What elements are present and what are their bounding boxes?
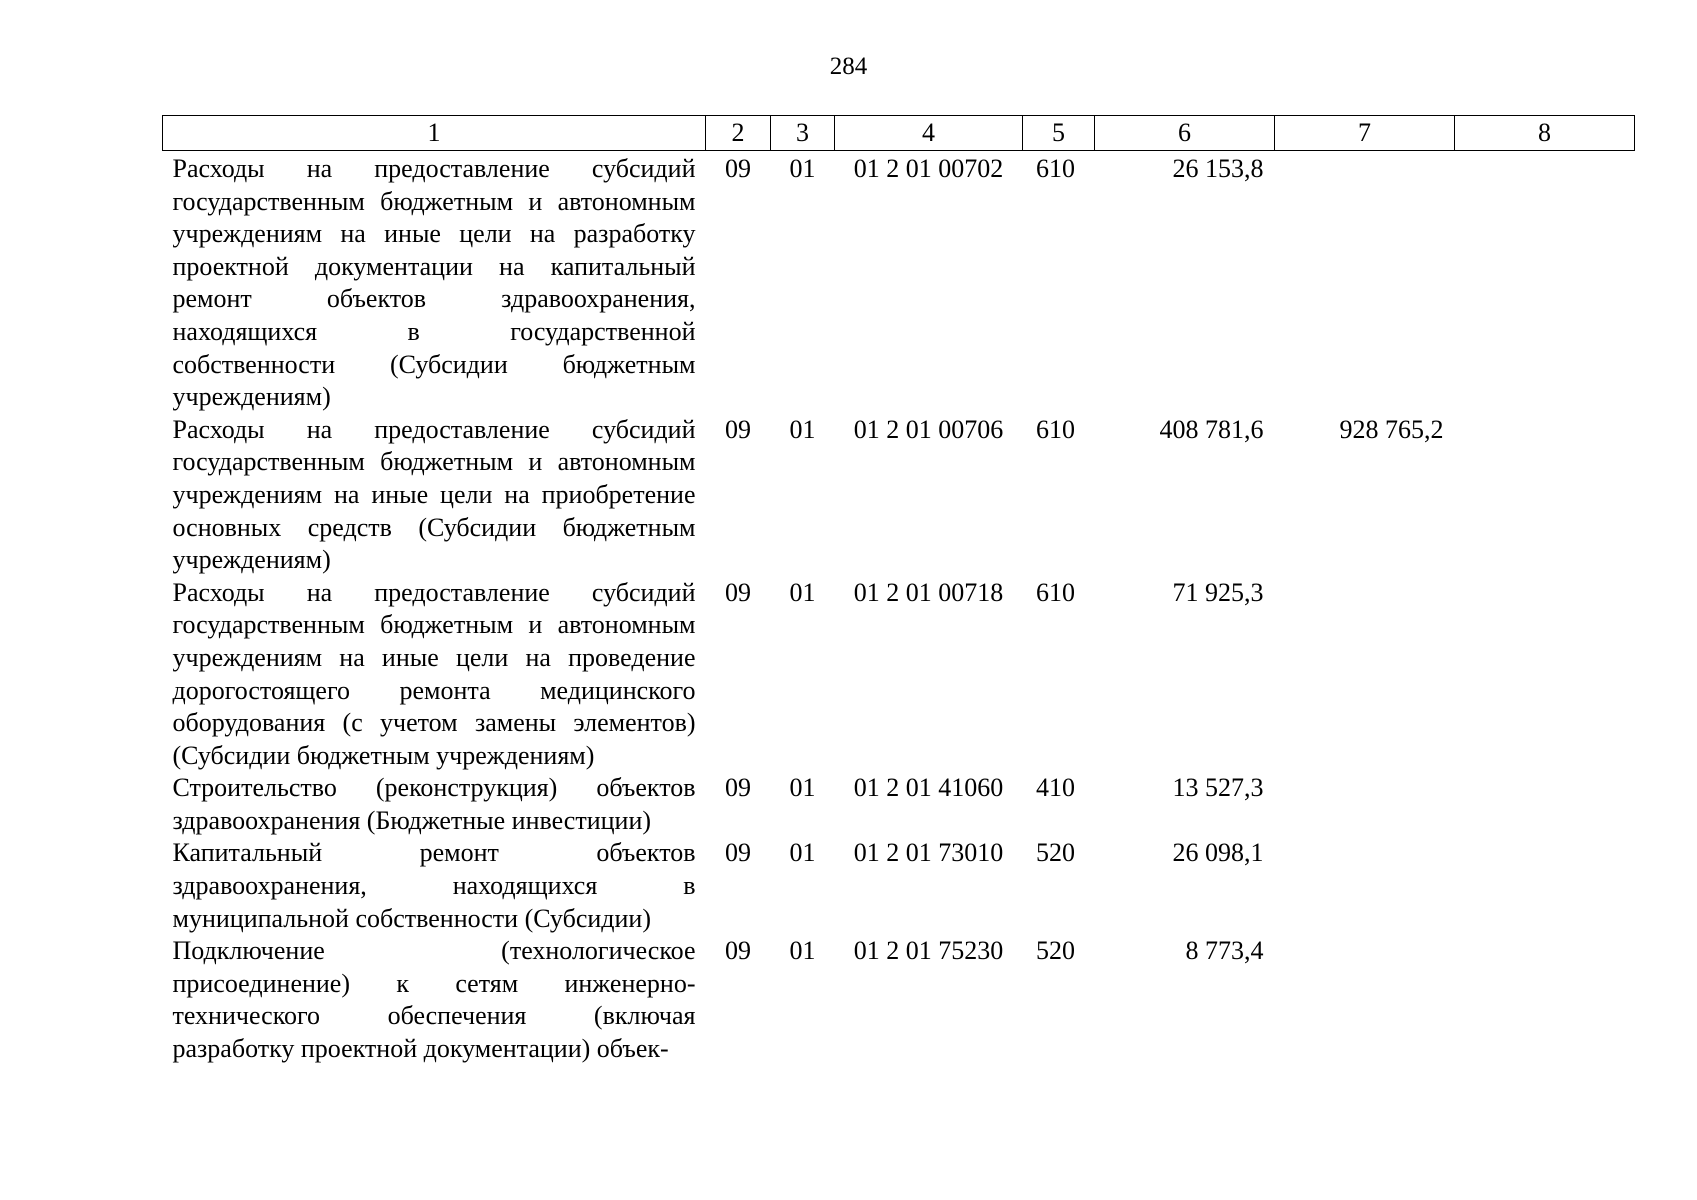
column-header: 4 — [835, 116, 1023, 151]
expense-type-code: 520 — [1036, 936, 1075, 966]
amount-col-6: 71 925,3 — [1172, 577, 1264, 607]
expense-description: Расходы на предоставление субсидий государственным бюджетным и автономным учреждениям на иные цели на проведение дорогостоящего ремонта медицинского оборудования (с учетом замены элементов) (Субсидии бюджетным учреждениям) — [172, 577, 696, 770]
amount-col-7 — [1275, 151, 1455, 414]
column-number-header-row — [163, 116, 1635, 151]
amount-col-6: 26 098,1 — [1172, 838, 1264, 868]
column-header: 8 — [1455, 116, 1635, 151]
target-article-code: 01 2 01 41060 — [853, 773, 1004, 803]
amount-col-8 — [1455, 772, 1635, 837]
expense-type-code: 610 — [1036, 577, 1075, 607]
expense-type-code: 520 — [1036, 838, 1075, 868]
column-header: 2 — [706, 116, 771, 151]
amount-col-7 — [1275, 772, 1455, 837]
expense-type-code: 410 — [1036, 773, 1075, 803]
expense-description: Капитальный ремонт объектов здравоохранения, находящихся в муниципальной собственности (Субсидии) — [172, 838, 696, 933]
amount-col-7 — [1275, 577, 1455, 773]
page-number: 284 — [829, 53, 868, 80]
amount-col-8 — [1455, 837, 1635, 935]
amount-col-8 — [1455, 414, 1635, 577]
table-row — [163, 577, 1635, 773]
target-article-code: 01 2 01 00702 — [853, 154, 1004, 183]
subsection-code: 01 — [789, 838, 816, 868]
table-row — [163, 935, 1635, 1065]
expense-description: Расходы на предоставление субсидий государственным бюджетным и автономным учреждениям на иные цели на разработку проектной документации на капитальный ремонт объектов здравоохранения, находящихся в государственной собственности (Субсидии бюджетным учреждениям) — [172, 154, 696, 412]
column-header: 3 — [771, 116, 835, 151]
subsection-code: 01 — [789, 936, 816, 966]
amount-col-6: 408 781,6 — [1159, 414, 1264, 444]
table-row — [163, 151, 1635, 414]
amount-col-6: 8 773,4 — [1185, 936, 1264, 966]
expense-description: Подключение (технологическое присоединение) к сетям инженерно-технического обеспечения (включая разработку проектной документации) объек- — [172, 936, 696, 1064]
column-header: 1 — [163, 116, 706, 151]
budget-table — [162, 115, 1635, 1066]
column-header: 6 — [1095, 116, 1275, 151]
column-header: 7 — [1275, 116, 1455, 151]
amount-col-6: 13 527,3 — [1172, 773, 1264, 803]
section-code: 09 — [725, 414, 751, 444]
amount-col-8 — [1455, 151, 1635, 414]
expense-type-code: 610 — [1036, 414, 1075, 444]
section-code: 09 — [725, 154, 751, 183]
amount-col-8 — [1455, 935, 1635, 1065]
amount-col-7 — [1275, 935, 1455, 1065]
amount-col-6: 26 153,8 — [1172, 154, 1264, 183]
target-article-code: 01 2 01 73010 — [853, 838, 1004, 868]
table-row — [163, 772, 1635, 837]
table-row — [163, 837, 1635, 935]
column-header: 5 — [1023, 116, 1095, 151]
subsection-code: 01 — [789, 577, 816, 607]
section-code: 09 — [725, 936, 751, 966]
target-article-code: 01 2 01 00706 — [853, 414, 1004, 444]
subsection-code: 01 — [789, 773, 816, 803]
target-article-code: 01 2 01 75230 — [853, 936, 1004, 966]
subsection-code: 01 — [789, 414, 816, 444]
amount-col-7 — [1275, 837, 1455, 935]
table-row — [163, 414, 1635, 577]
expense-description: Расходы на предоставление субсидий государственным бюджетным и автономным учреждениям на иные цели на приобретение основных средств (Субсидии бюджетным учреждениям) — [172, 414, 696, 575]
expense-description: Строительство (реконструкция) объектов здравоохранения (Бюджетные инвестиции) — [172, 773, 696, 835]
section-code: 09 — [725, 838, 751, 868]
section-code: 09 — [725, 773, 751, 803]
amount-col-8 — [1455, 577, 1635, 773]
amount-col-7: 928 765,2 — [1339, 414, 1444, 444]
subsection-code: 01 — [789, 154, 816, 183]
section-code: 09 — [725, 577, 751, 607]
expense-type-code: 610 — [1036, 154, 1075, 183]
target-article-code: 01 2 01 00718 — [853, 577, 1004, 607]
